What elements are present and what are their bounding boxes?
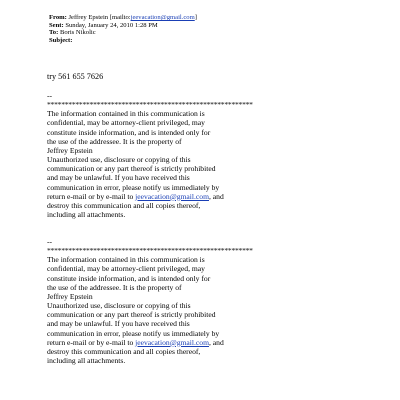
notice-email-line bbox=[47, 192, 287, 201]
notice-line: The information contained in this communication is bbox=[47, 109, 205, 119]
notice-line: destroy this communication and all copies thereof, bbox=[47, 346, 201, 356]
signature-stars: ********************************************************** bbox=[47, 100, 253, 110]
notice-line: communication in error, please notify us immediately by bbox=[47, 182, 220, 192]
from-label: From: bbox=[49, 14, 67, 21]
notice-line: and may be unlawful. If you have received this bbox=[47, 319, 190, 329]
email-suffix: , and bbox=[208, 337, 224, 347]
notice-line: Unauthorized use, disclosure or copying of this bbox=[47, 301, 191, 311]
email-header bbox=[49, 14, 197, 44]
notice-line: communication in error, please notify us immediately by bbox=[47, 328, 220, 338]
notice-line: Jeffrey Epstein bbox=[47, 291, 93, 301]
to-label: To: bbox=[49, 29, 59, 37]
notice-line: the use of the addressee. It is the property of bbox=[47, 282, 182, 292]
from-email-link[interactable]: jeevacation@gmail.com bbox=[130, 14, 195, 21]
notice-line: the use of the addressee. It is the property of bbox=[47, 136, 182, 146]
sent-value: Sunday, January 24, 2010 1:28 PM bbox=[65, 21, 158, 29]
notice-line: constitute inside information, and is intended only for bbox=[47, 127, 211, 137]
to-value: Boris Nikolic bbox=[59, 29, 96, 37]
notice-line: including all attachments. bbox=[47, 210, 126, 220]
notice-line: confidential, may be attorney-client privileged, may bbox=[47, 264, 205, 274]
notice-line: communication or any part thereof is strictly prohibited bbox=[47, 310, 216, 320]
notice-line: communication or any part thereof is strictly prohibited bbox=[47, 164, 216, 174]
notice-line: destroy this communication and all copies thereof, bbox=[47, 200, 201, 210]
signature-dashes: -- bbox=[47, 91, 53, 100]
to-row bbox=[49, 29, 197, 37]
confidentiality-notice bbox=[47, 237, 287, 365]
email-prefix: return e-mail or by e-mail to bbox=[47, 191, 136, 201]
sent-label: Sent: bbox=[49, 21, 64, 29]
notice-line: constitute inside information, and is intended only for bbox=[47, 273, 211, 283]
signature-stars: ********************************************************** bbox=[47, 246, 253, 256]
notice-line: and may be unlawful. If you have received this bbox=[47, 173, 190, 183]
email-prefix: return e-mail or by e-mail to bbox=[47, 337, 136, 347]
notice-line: Jeffrey Epstein bbox=[47, 145, 93, 155]
notice-email-link[interactable]: jeevacation@gmail.com bbox=[135, 337, 209, 347]
notice-line: including all attachments. bbox=[47, 356, 126, 366]
subject-label: Subject: bbox=[49, 36, 73, 44]
sent-row bbox=[49, 22, 197, 30]
notice-line: confidential, may be attorney-client privileged, may bbox=[47, 118, 205, 128]
notice-line: Unauthorized use, disclosure or copying of this bbox=[47, 155, 191, 165]
confidentiality-notice bbox=[47, 91, 287, 219]
notice-line: The information contained in this communication is bbox=[47, 255, 205, 265]
from-name: Jeffrey Epstein [mailto: bbox=[68, 14, 131, 21]
from-row bbox=[49, 14, 197, 22]
email-suffix: , and bbox=[208, 191, 224, 201]
notice-email-line bbox=[47, 338, 287, 347]
signature-dashes: -- bbox=[47, 237, 53, 246]
subject-row bbox=[49, 37, 197, 45]
from-close: ] bbox=[194, 14, 197, 21]
message-body: try 561 655 7626 bbox=[47, 72, 104, 81]
notice-email-link[interactable]: jeevacation@gmail.com bbox=[135, 191, 209, 201]
